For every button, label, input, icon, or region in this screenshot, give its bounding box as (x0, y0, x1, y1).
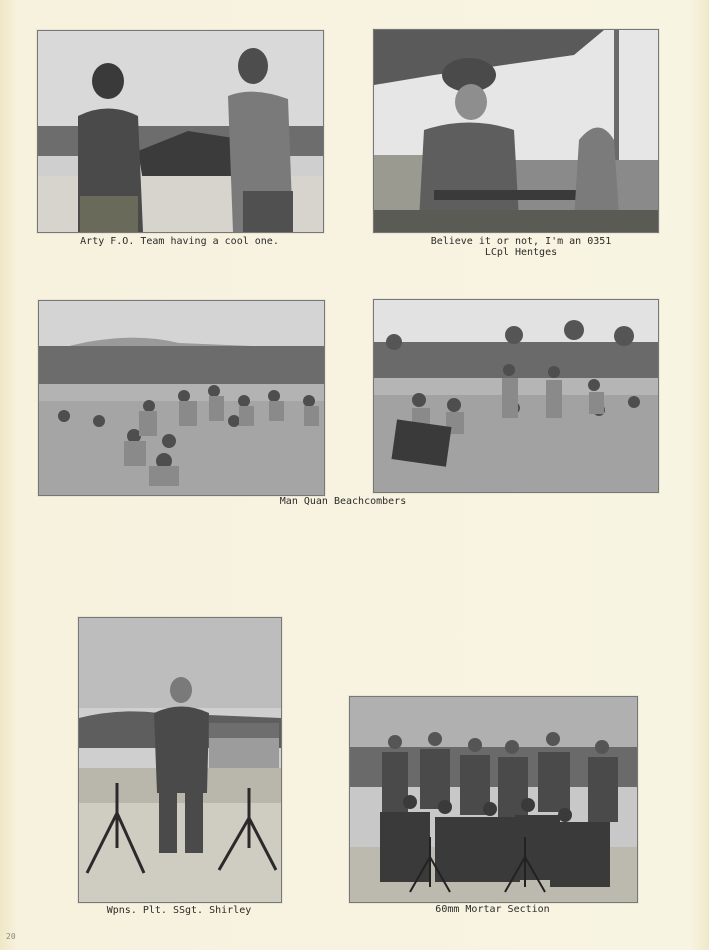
page-number: 20 (6, 932, 16, 941)
caption-arty: Arty F.O. Team having a cool one. (80, 236, 279, 247)
photo-beachcombers-right (373, 299, 659, 493)
photo-mortar-section (349, 696, 638, 903)
caption-believe-line1: Believe it or not, I'm an 0351 (430, 236, 612, 247)
caption-wpns: Wpns. Plt. SSgt. Shirley (106, 905, 252, 916)
photo-beachcombers-left (38, 300, 325, 496)
caption-beach: Man Quan Beachcombers (279, 496, 407, 507)
photo-arty-fo-team (37, 30, 324, 233)
photo-lcpl-hentges (373, 29, 659, 233)
photo-ssgt-shirley (78, 617, 282, 903)
caption-mortar: 60mm Mortar Section (435, 904, 550, 915)
caption-believe-line2: LCpl Hentges (484, 247, 558, 258)
